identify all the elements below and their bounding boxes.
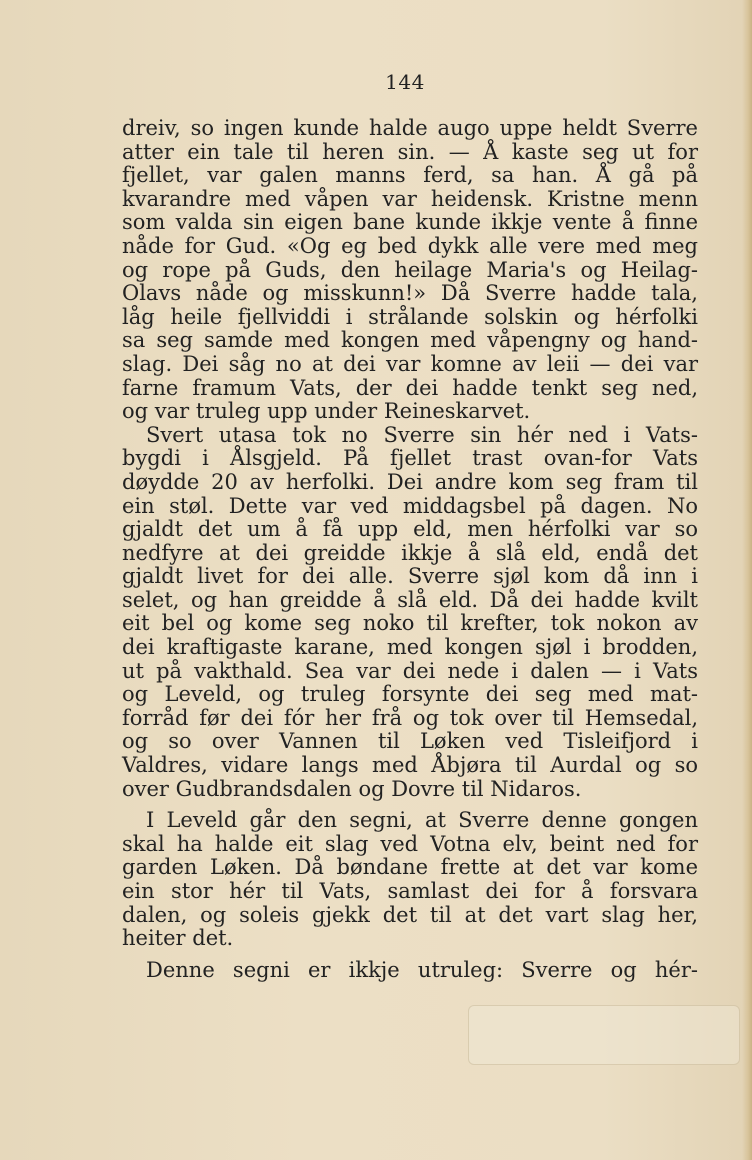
text-line: skal ha halde eit slag ved Votna elv, beint ned for [122,831,698,856]
text-line: bygdi i Ålsgjeld. På fjellet trast ovan-for Vats [122,446,698,471]
text-line: ein stor hér til Vats, samlast dei for å forsvara [122,879,698,903]
text-line: sa seg samde med kongen med våpengny og hand- [122,328,698,353]
page-edge-shadow [742,0,752,1160]
text-line: nåde for Gud. «Og eg bed dykk alle vere med meg [122,233,698,258]
text-line: I Leveld går den segni, at Sverre denne gongen [146,808,698,833]
paragraph [122,809,698,951]
text-line: kvarandre med våpen var heidensk. Kristne menn [122,186,698,211]
text-line: Denne segni er ikkje utruleg: Sverre og hér- [146,957,698,982]
text-line: som valda sin eigen bane kunde ikkje vente å finne [122,210,698,235]
text-line: og rope på Guds, den heilage Maria's og Heilag- [122,257,698,282]
text-line: heiter det. [122,926,234,951]
text-line: over Gudbrandsdalen og Dovre til Nidaros. [122,776,582,801]
text-line: og var truleg upp under Reineskarvet. [122,399,531,424]
text-line: farne framum Vats, der dei hadde tenkt seg ned, [122,375,698,400]
text-line: og Leveld, og truleg forsynte dei seg med mat- [122,682,698,707]
text-line: dreiv, so ingen kunde halde augo uppe heldt Sverre [122,116,698,140]
text-line: Olavs nåde og misskunn!» Då Sverre hadde tala, [122,281,698,306]
text-line: selet, og han greidde å slå eld. Då dei hadde kvilt [122,587,698,612]
paragraph [122,959,698,983]
text-line: nedfyre at dei greidde ikkje å slå eld, endå det [122,540,698,565]
text-line: slag. Dei såg no at dei var komne av leii — dei var [122,351,698,376]
text-line: Svert utasa tok no Sverre sin hér ned i Vats- [146,422,698,447]
body-text [122,117,698,982]
text-line: garden Løken. Då bøndane frette at det var kome [122,855,698,880]
faded-stamp-mark [468,1005,740,1065]
text-line: forråd før dei fór her frå og tok over til Hemsedal, [122,705,698,730]
text-line: og so over Vannen til Løken ved Tisleifjord i [122,729,698,754]
text-line: låg heile fjellviddi i strålande solskin og hérfolki [122,304,698,329]
text-line: dei kraftigaste karane, med kongen sjøl i brodden, [122,635,698,660]
text-line: ut på vakthald. Sea var dei nede i dalen — i Vats [122,658,698,683]
text-line: eit bel og kome seg noko til krefter, tok nokon av [122,611,698,636]
text-line: gjaldt det um å få upp eld, men hérfolki var so [122,517,698,542]
paragraph [122,424,698,802]
text-line: ein støl. Dette var ved middagsbel på dagen. No [122,493,698,518]
text-line: Valdres, vidare langs med Åbjøra til Aurdal og so [122,753,698,778]
paragraph [122,117,698,424]
text-line: gjaldt livet for dei alle. Sverre sjøl kom då inn i [122,564,698,589]
text-line: atter ein tale til heren sin. — Å kaste seg ut for [122,139,698,164]
page-number: 144 [385,70,425,94]
text-line: fjellet, var galen manns ferd, sa han. Å gå på [122,163,698,188]
text-line: dalen, og soleis gjekk det til at det vart slag her, [122,902,698,927]
text-line: døydde 20 av herfolki. Dei andre kom seg fram til [122,469,698,494]
